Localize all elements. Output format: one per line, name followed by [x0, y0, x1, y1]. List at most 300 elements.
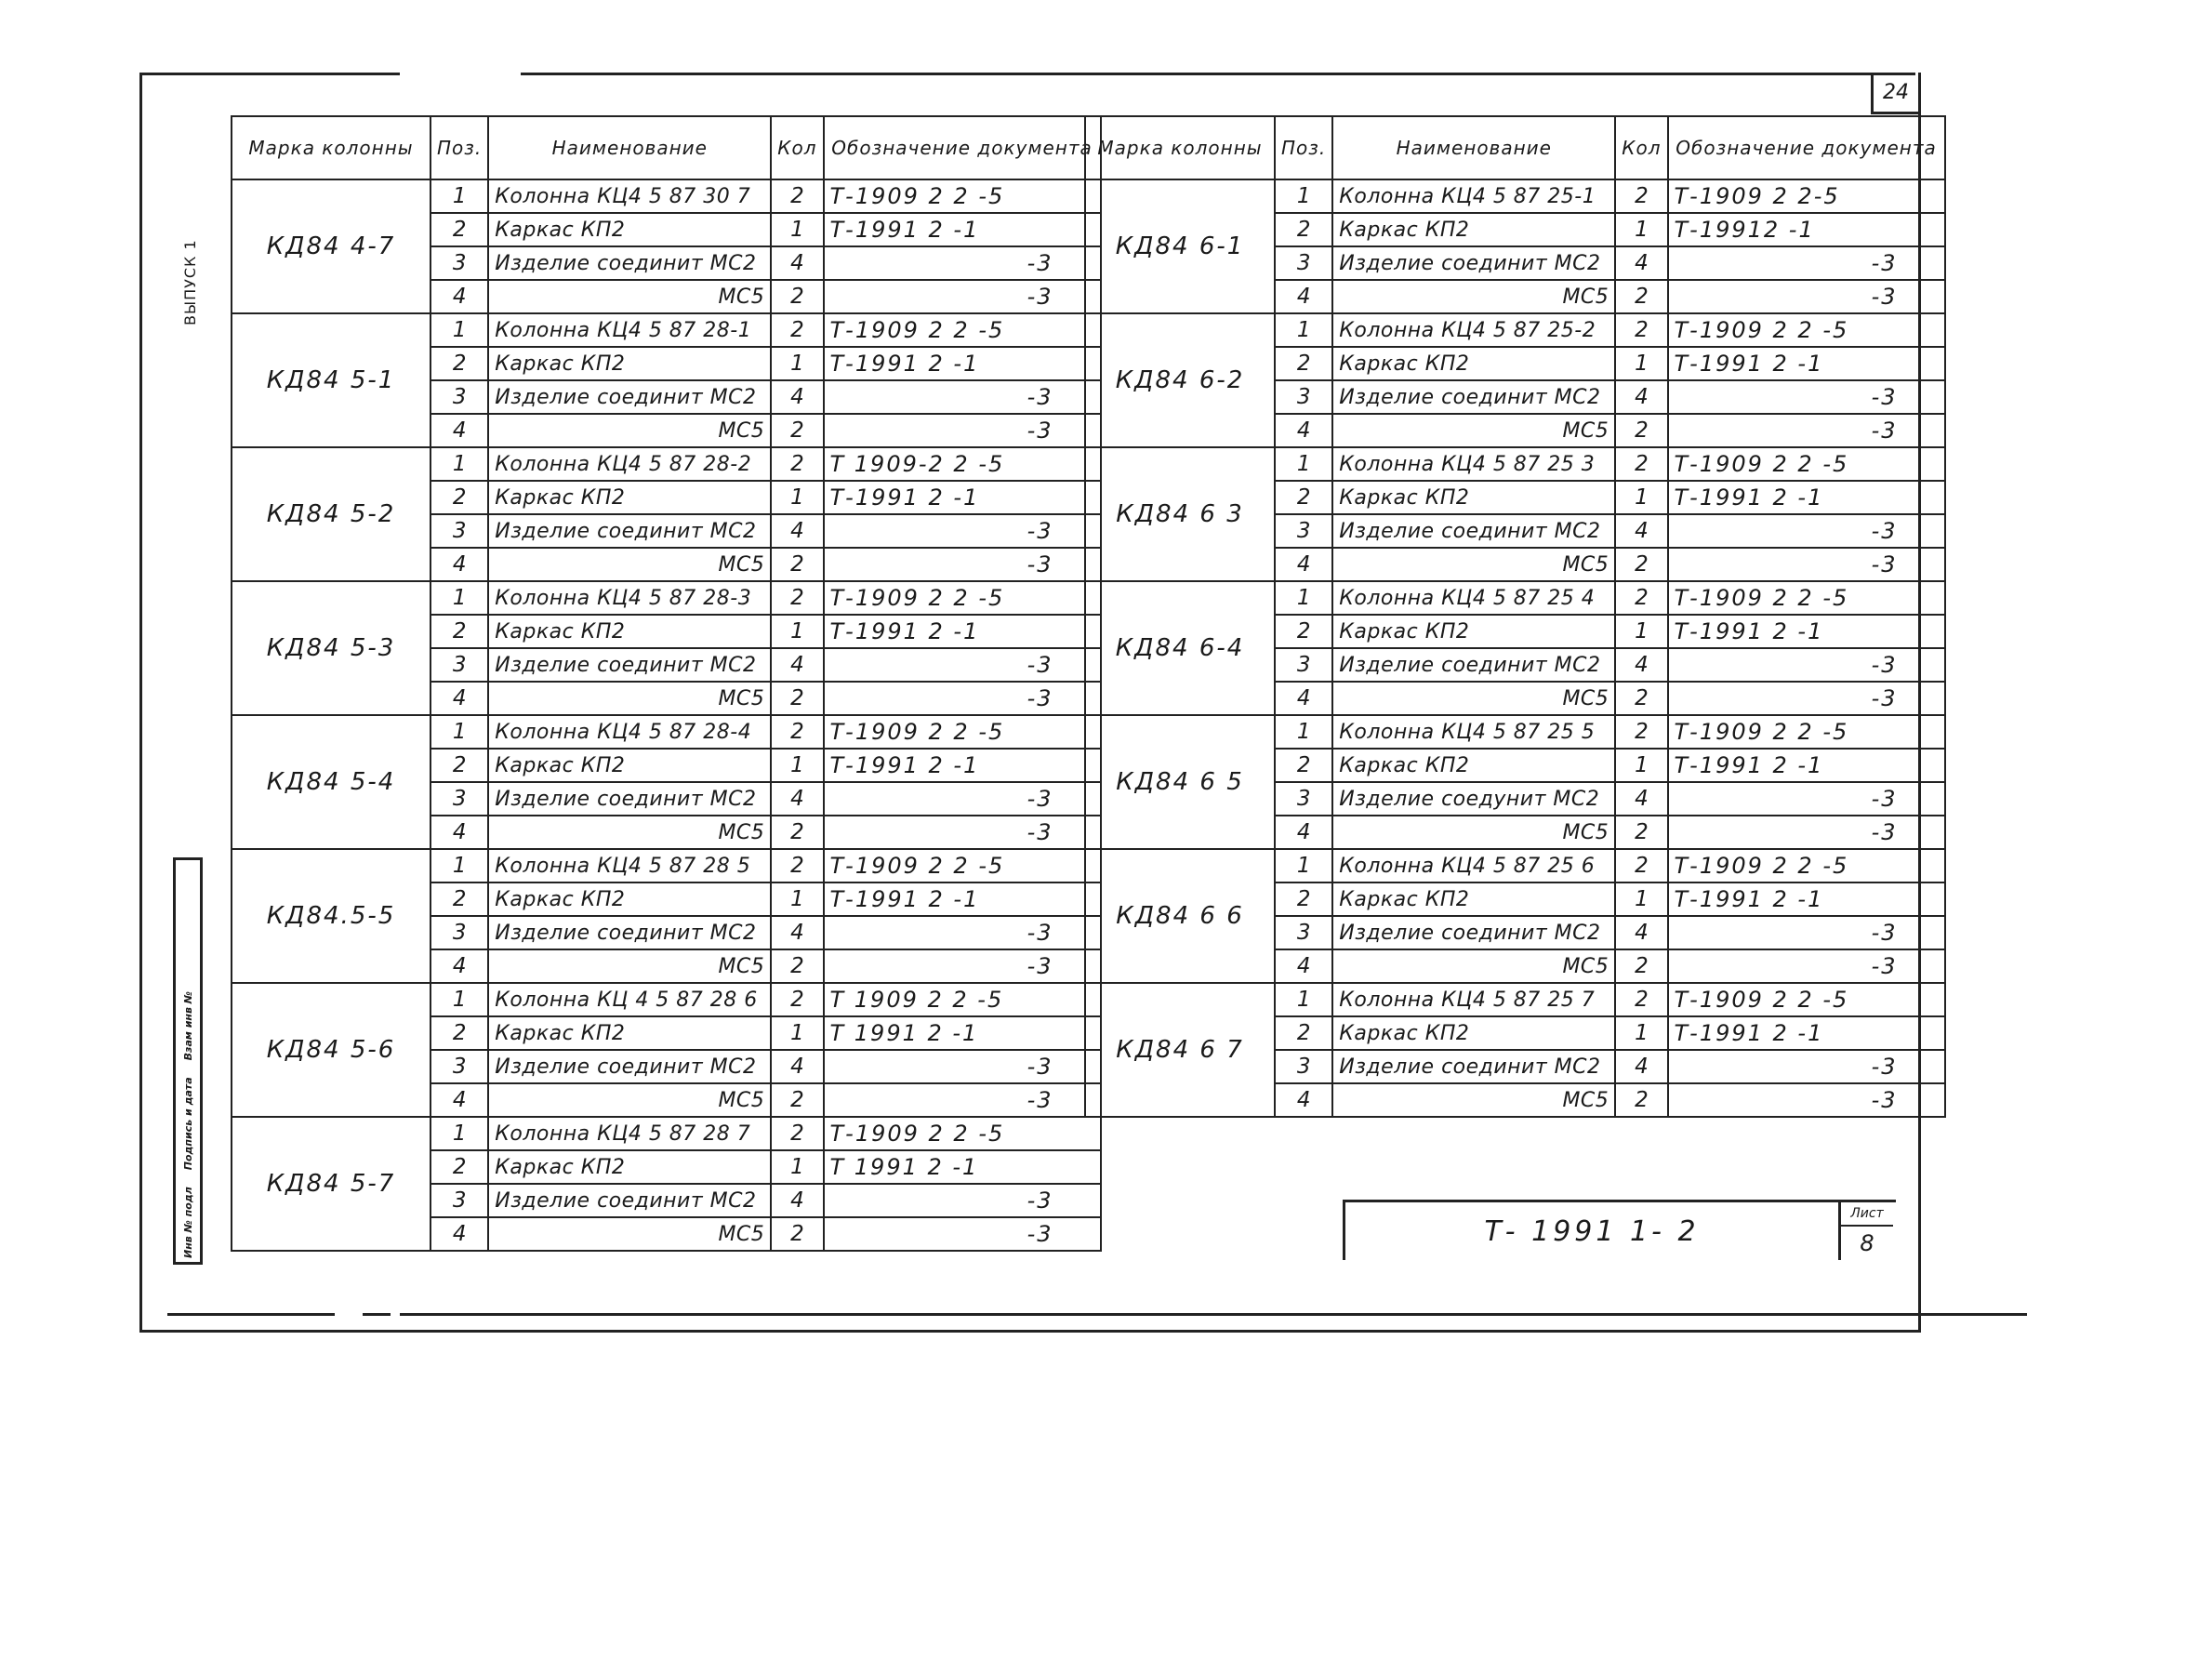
item-name: Изделие соединит МС2	[488, 916, 771, 949]
item-name: Изделие соединит МС2	[1332, 246, 1615, 280]
document-designation: -3	[1668, 514, 1945, 548]
item-name: Каркас КП2	[1332, 213, 1615, 246]
item-name: МС5	[488, 548, 771, 581]
document-designation: Т 1909-2 2 -5	[824, 447, 1101, 481]
table-header-row	[1085, 116, 1945, 179]
col-header-pos: Поз.	[430, 116, 488, 179]
column-mark: КД84 5-3	[232, 581, 430, 715]
table-header-row	[232, 116, 1101, 179]
item-quantity: 2	[771, 983, 823, 1016]
item-quantity: 4	[771, 380, 823, 414]
item-name: МС5	[1332, 280, 1615, 313]
document-designation: -3	[1668, 548, 1945, 581]
document-designation: Т-1909 2 2 -5	[824, 313, 1101, 347]
item-name: Каркас КП2	[488, 481, 771, 514]
position-number: 1	[430, 313, 488, 347]
position-number: 2	[430, 1016, 488, 1050]
position-number: 2	[430, 1150, 488, 1184]
item-quantity: 2	[771, 313, 823, 347]
item-name: МС5	[488, 949, 771, 983]
item-name: Каркас КП2	[1332, 749, 1615, 782]
item-name: Колонна КЦ4 5 87 28-3	[488, 581, 771, 615]
item-quantity: 4	[1615, 1050, 1667, 1083]
item-quantity: 2	[1615, 682, 1667, 715]
position-number: 2	[430, 347, 488, 380]
item-quantity: 4	[1615, 916, 1667, 949]
position-number: 3	[430, 246, 488, 280]
item-name: Колонна КЦ4 5 87 25 6	[1332, 849, 1615, 882]
position-number: 3	[430, 514, 488, 548]
document-designation: Т-1991 2 -1	[1668, 1016, 1945, 1050]
position-number: 4	[1275, 548, 1332, 581]
position-number: 2	[1275, 481, 1332, 514]
document-designation: -3	[1668, 380, 1945, 414]
position-number: 4	[430, 280, 488, 313]
position-number: 1	[430, 849, 488, 882]
document-designation: Т-1909 2 2 -5	[824, 1117, 1101, 1150]
document-designation: -3	[1668, 816, 1945, 849]
document-designation: Т-1909 2 2 -5	[824, 715, 1101, 749]
document-designation: -3	[1668, 949, 1945, 983]
document-designation: Т-1991 2 -1	[1668, 481, 1945, 514]
col-header-mark: Марка колонны	[1085, 116, 1275, 179]
position-number: 4	[430, 682, 488, 715]
item-quantity: 1	[771, 1016, 823, 1050]
item-quantity: 4	[771, 246, 823, 280]
position-number: 2	[1275, 1016, 1332, 1050]
item-name: МС5	[1332, 548, 1615, 581]
item-name: Изделие соединит МС2	[488, 782, 771, 816]
position-number: 4	[430, 816, 488, 849]
position-number: 3	[430, 1050, 488, 1083]
item-quantity: 1	[771, 749, 823, 782]
table-row	[232, 1117, 1101, 1150]
item-name: Изделие соединит МС2	[488, 1050, 771, 1083]
position-number: 1	[1275, 179, 1332, 213]
column-mark: КД84 6-4	[1085, 581, 1275, 715]
position-number: 1	[430, 581, 488, 615]
column-mark: КД84 5-7	[232, 1117, 430, 1251]
position-number: 2	[430, 481, 488, 514]
document-designation: Т-1909 2 2 -5	[824, 849, 1101, 882]
col-header-qty: Кол	[1615, 116, 1667, 179]
item-quantity: 1	[1615, 882, 1667, 916]
document-designation: -3	[824, 682, 1101, 715]
item-quantity: 1	[1615, 615, 1667, 648]
item-name: Каркас КП2	[488, 615, 771, 648]
side-stamp-labels	[176, 856, 200, 1262]
position-number: 2	[1275, 347, 1332, 380]
item-quantity: 1	[1615, 749, 1667, 782]
table-row	[232, 581, 1101, 615]
item-quantity: 2	[1615, 816, 1667, 849]
position-number: 3	[430, 1184, 488, 1217]
item-quantity: 2	[1615, 715, 1667, 749]
document-designation: -3	[824, 816, 1101, 849]
document-designation: Т-19912 -1	[1668, 213, 1945, 246]
table-row	[1085, 447, 1945, 481]
item-quantity: 1	[1615, 347, 1667, 380]
item-quantity: 2	[771, 179, 823, 213]
document-designation: -3	[1668, 1083, 1945, 1117]
bottom-line-gap	[391, 1309, 400, 1319]
document-designation: -3	[824, 548, 1101, 581]
document-code: Т- 1991 1- 2	[1484, 1214, 1700, 1248]
position-number: 3	[1275, 648, 1332, 682]
item-quantity: 2	[771, 581, 823, 615]
position-number: 1	[430, 715, 488, 749]
item-name: Изделие соединит МС2	[1332, 1050, 1615, 1083]
item-quantity: 1	[771, 347, 823, 380]
item-quantity: 1	[771, 615, 823, 648]
item-quantity: 2	[771, 414, 823, 447]
document-designation: Т 1909 2 2 -5	[824, 983, 1101, 1016]
item-name: МС5	[488, 1217, 771, 1251]
position-number: 2	[1275, 882, 1332, 916]
item-quantity: 2	[1615, 581, 1667, 615]
item-name: Каркас КП2	[488, 749, 771, 782]
col-header-qty: Кол	[771, 116, 823, 179]
item-name: Колонна КЦ4 5 87 28-2	[488, 447, 771, 481]
item-quantity: 2	[771, 280, 823, 313]
item-name: Колонна КЦ4 5 87 25 5	[1332, 715, 1615, 749]
document-designation: -3	[824, 916, 1101, 949]
document-designation: Т 1991 2 -1	[824, 1016, 1101, 1050]
position-number: 1	[430, 983, 488, 1016]
stamp-label-sign: Подпись и дата	[181, 1077, 194, 1171]
document-designation: -3	[824, 280, 1101, 313]
item-name: Колонна КЦ4 5 87 28-1	[488, 313, 771, 347]
item-quantity: 1	[771, 213, 823, 246]
document-designation: Т-1909 2 2 -5	[824, 179, 1101, 213]
item-quantity: 2	[771, 949, 823, 983]
table-row	[1085, 983, 1945, 1016]
document-designation: -3	[824, 514, 1101, 548]
page-number: 24	[1871, 74, 1918, 114]
document-designation: Т-1909 2 2 -5	[1668, 313, 1945, 347]
table-row	[232, 983, 1101, 1016]
position-number: 1	[1275, 849, 1332, 882]
table-row	[232, 313, 1101, 347]
item-quantity: 2	[771, 682, 823, 715]
position-number: 4	[430, 414, 488, 447]
column-mark: КД84 6 3	[1085, 447, 1275, 581]
item-name: МС5	[488, 1083, 771, 1117]
table-row	[1085, 849, 1945, 882]
item-quantity: 4	[771, 916, 823, 949]
col-header-mark: Марка колонны	[232, 116, 430, 179]
item-name: Колонна КЦ4 5 87 25-2	[1332, 313, 1615, 347]
position-number: 3	[1275, 514, 1332, 548]
item-quantity: 2	[771, 849, 823, 882]
item-name: Изделие соединит МС2	[1332, 916, 1615, 949]
frame-gap	[400, 71, 521, 78]
item-quantity: 2	[1615, 313, 1667, 347]
item-quantity: 2	[1615, 447, 1667, 481]
table-row	[1085, 179, 1945, 213]
item-quantity: 2	[771, 1083, 823, 1117]
item-name: МС5	[488, 414, 771, 447]
document-designation: -3	[1668, 682, 1945, 715]
column-mark: КД84 4-7	[232, 179, 430, 313]
position-number: 2	[430, 882, 488, 916]
document-designation: -3	[824, 380, 1101, 414]
spec-table-left	[231, 115, 1102, 1252]
item-name: Каркас КП2	[1332, 347, 1615, 380]
item-name: Колонна КЦ4 5 87 30 7	[488, 179, 771, 213]
column-mark: КД84 6 7	[1085, 983, 1275, 1117]
position-number: 1	[430, 447, 488, 481]
table-row	[232, 179, 1101, 213]
item-quantity: 4	[771, 1050, 823, 1083]
document-designation: Т-1909 2 2-5	[1668, 179, 1945, 213]
item-name: Колонна КЦ4 5 87 28-4	[488, 715, 771, 749]
item-name: Каркас КП2	[1332, 882, 1615, 916]
position-number: 3	[430, 380, 488, 414]
position-number: 2	[430, 213, 488, 246]
document-designation: -3	[824, 246, 1101, 280]
col-header-doc: Обозначение документа	[824, 116, 1101, 179]
item-name: МС5	[1332, 816, 1615, 849]
item-name: МС5	[488, 816, 771, 849]
item-quantity: 1	[1615, 481, 1667, 514]
item-quantity: 2	[1615, 179, 1667, 213]
item-name: Каркас КП2	[488, 347, 771, 380]
document-designation: -3	[824, 1083, 1101, 1117]
document-designation: Т-1909 2 2 -5	[1668, 715, 1945, 749]
document-designation: Т-1909 2 2 -5	[1668, 581, 1945, 615]
item-name: МС5	[1332, 414, 1615, 447]
document-designation: -3	[824, 1050, 1101, 1083]
item-name: Каркас КП2	[488, 213, 771, 246]
sheet-label: Лист	[1841, 1202, 1893, 1227]
item-name: МС5	[1332, 682, 1615, 715]
position-number: 1	[1275, 715, 1332, 749]
bottom-line-gap	[335, 1309, 363, 1319]
item-name: Колонна КЦ4 5 87 25 4	[1332, 581, 1615, 615]
position-number: 4	[1275, 280, 1332, 313]
title-block	[1343, 1200, 1896, 1260]
item-name: МС5	[1332, 949, 1615, 983]
position-number: 4	[430, 949, 488, 983]
bottom-border-line	[167, 1313, 2027, 1316]
document-designation: Т-1909 2 2 -5	[824, 581, 1101, 615]
position-number: 1	[1275, 313, 1332, 347]
position-number: 1	[1275, 983, 1332, 1016]
item-quantity: 2	[771, 816, 823, 849]
column-mark: КД84 6 5	[1085, 715, 1275, 849]
item-quantity: 2	[1615, 548, 1667, 581]
position-number: 3	[1275, 1050, 1332, 1083]
item-quantity: 2	[1615, 849, 1667, 882]
position-number: 3	[430, 916, 488, 949]
document-designation: Т 1991 2 -1	[824, 1150, 1101, 1184]
document-designation: Т-1991 2 -1	[1668, 749, 1945, 782]
stamp-label-replace: Взам инв №	[181, 990, 194, 1061]
document-designation: Т-1991 2 -1	[824, 213, 1101, 246]
position-number: 1	[1275, 447, 1332, 481]
position-number: 4	[1275, 949, 1332, 983]
position-number: 3	[430, 648, 488, 682]
position-number: 4	[430, 548, 488, 581]
document-designation: -3	[824, 414, 1101, 447]
item-name: Каркас КП2	[488, 1150, 771, 1184]
document-designation: -3	[1668, 414, 1945, 447]
issue-label: ВЫПУСК 1	[181, 239, 199, 325]
item-quantity: 4	[1615, 380, 1667, 414]
position-number: 3	[1275, 916, 1332, 949]
column-mark: КД84 6-2	[1085, 313, 1275, 447]
item-quantity: 2	[1615, 414, 1667, 447]
position-number: 1	[430, 179, 488, 213]
document-designation: Т-1909 2 2 -5	[1668, 447, 1945, 481]
item-quantity: 2	[771, 1217, 823, 1251]
document-designation: Т-1991 2 -1	[824, 615, 1101, 648]
spec-table-right	[1084, 115, 1946, 1118]
column-mark: КД84 6 6	[1085, 849, 1275, 983]
position-number: 2	[1275, 749, 1332, 782]
document-designation: Т-1991 2 -1	[1668, 615, 1945, 648]
item-quantity: 2	[1615, 1083, 1667, 1117]
item-quantity: 4	[1615, 782, 1667, 816]
document-designation: -3	[824, 1217, 1101, 1251]
item-name: Колонна КЦ4 5 87 28 5	[488, 849, 771, 882]
table-row	[232, 715, 1101, 749]
item-name: Колонна КЦ4 5 87 25-1	[1332, 179, 1615, 213]
item-quantity: 4	[1615, 514, 1667, 548]
item-quantity: 2	[1615, 983, 1667, 1016]
position-number: 4	[1275, 682, 1332, 715]
item-quantity: 4	[771, 782, 823, 816]
item-name: Изделие соединит МС2	[488, 246, 771, 280]
item-name: Каркас КП2	[488, 1016, 771, 1050]
position-number: 4	[1275, 816, 1332, 849]
sheet-number: 8	[1860, 1230, 1874, 1256]
document-designation: Т-1991 2 -1	[1668, 347, 1945, 380]
item-name: Каркас КП2	[488, 882, 771, 916]
item-quantity: 4	[1615, 246, 1667, 280]
column-mark: КД84 5-4	[232, 715, 430, 849]
position-number: 3	[1275, 246, 1332, 280]
item-name: МС5	[488, 682, 771, 715]
document-designation: Т-1991 2 -1	[1668, 882, 1945, 916]
document-designation: -3	[824, 782, 1101, 816]
item-quantity: 1	[1615, 213, 1667, 246]
item-name: Каркас КП2	[1332, 615, 1615, 648]
document-designation: Т-1991 2 -1	[824, 481, 1101, 514]
stamp-label-inv: Инв № подл	[181, 1187, 194, 1258]
col-header-name: Наименование	[1332, 116, 1615, 179]
item-quantity: 2	[771, 548, 823, 581]
column-mark: КД84.5-5	[232, 849, 430, 983]
item-quantity: 1	[771, 882, 823, 916]
item-quantity: 1	[771, 1150, 823, 1184]
document-designation: -3	[824, 1184, 1101, 1217]
position-number: 2	[1275, 615, 1332, 648]
item-name: Изделие соедунит МС2	[1332, 782, 1615, 816]
table-row	[1085, 581, 1945, 615]
item-quantity: 4	[771, 1184, 823, 1217]
column-mark: КД84 5-6	[232, 983, 430, 1117]
document-designation: -3	[1668, 246, 1945, 280]
table-row	[1085, 715, 1945, 749]
position-number: 3	[430, 782, 488, 816]
col-header-doc: Обозначение документа	[1668, 116, 1945, 179]
item-name: Изделие соединит МС2	[1332, 648, 1615, 682]
item-name: Изделие соединит МС2	[1332, 514, 1615, 548]
item-quantity: 1	[1615, 1016, 1667, 1050]
item-quantity: 2	[1615, 280, 1667, 313]
column-mark: КД84 6-1	[1085, 179, 1275, 313]
item-name: Изделие соединит МС2	[488, 1184, 771, 1217]
item-quantity: 2	[771, 447, 823, 481]
position-number: 2	[430, 749, 488, 782]
position-number: 2	[430, 615, 488, 648]
position-number: 4	[1275, 414, 1332, 447]
document-designation: -3	[1668, 916, 1945, 949]
column-mark: КД84 5-1	[232, 313, 430, 447]
column-mark: КД84 5-2	[232, 447, 430, 581]
item-name: Изделие соединит МС2	[488, 380, 771, 414]
document-designation: -3	[1668, 782, 1945, 816]
position-number: 2	[1275, 213, 1332, 246]
item-name: Колонна КЦ4 5 87 28 7	[488, 1117, 771, 1150]
position-number: 1	[430, 1117, 488, 1150]
document-designation: -3	[1668, 1050, 1945, 1083]
document-designation: -3	[824, 949, 1101, 983]
item-name: МС5	[1332, 1083, 1615, 1117]
sheet-box	[1838, 1202, 1893, 1260]
document-designation: Т-1909 2 2 -5	[1668, 983, 1945, 1016]
document-designation: Т-1991 2 -1	[824, 749, 1101, 782]
item-name: Изделие соединит МС2	[488, 648, 771, 682]
document-designation: Т-1991 2 -1	[824, 347, 1101, 380]
table-row	[232, 849, 1101, 882]
item-quantity: 2	[1615, 949, 1667, 983]
position-number: 4	[430, 1217, 488, 1251]
position-number: 1	[1275, 581, 1332, 615]
side-stamp	[173, 857, 203, 1265]
document-designation: -3	[1668, 648, 1945, 682]
item-name: Колонна КЦ4 5 87 25 7	[1332, 983, 1615, 1016]
item-name: Каркас КП2	[1332, 1016, 1615, 1050]
table-row	[232, 447, 1101, 481]
item-quantity: 1	[771, 481, 823, 514]
item-name: Каркас КП2	[1332, 481, 1615, 514]
item-name: Изделие соединит МС2	[1332, 380, 1615, 414]
position-number: 4	[1275, 1083, 1332, 1117]
item-name: Колонна КЦ 4 5 87 28 6	[488, 983, 771, 1016]
col-header-name: Наименование	[488, 116, 771, 179]
table-row	[1085, 313, 1945, 347]
position-number: 4	[430, 1083, 488, 1117]
item-quantity: 2	[771, 1117, 823, 1150]
document-designation: -3	[824, 648, 1101, 682]
item-quantity: 2	[771, 715, 823, 749]
item-quantity: 4	[1615, 648, 1667, 682]
item-quantity: 4	[771, 514, 823, 548]
document-designation: Т-1909 2 2 -5	[1668, 849, 1945, 882]
item-quantity: 4	[771, 648, 823, 682]
item-name: Изделие соединит МС2	[488, 514, 771, 548]
col-header-pos: Поз.	[1275, 116, 1332, 179]
document-designation: -3	[1668, 280, 1945, 313]
item-name: Колонна КЦ4 5 87 25 3	[1332, 447, 1615, 481]
item-name: МС5	[488, 280, 771, 313]
document-designation: Т-1991 2 -1	[824, 882, 1101, 916]
position-number: 3	[1275, 380, 1332, 414]
position-number: 3	[1275, 782, 1332, 816]
